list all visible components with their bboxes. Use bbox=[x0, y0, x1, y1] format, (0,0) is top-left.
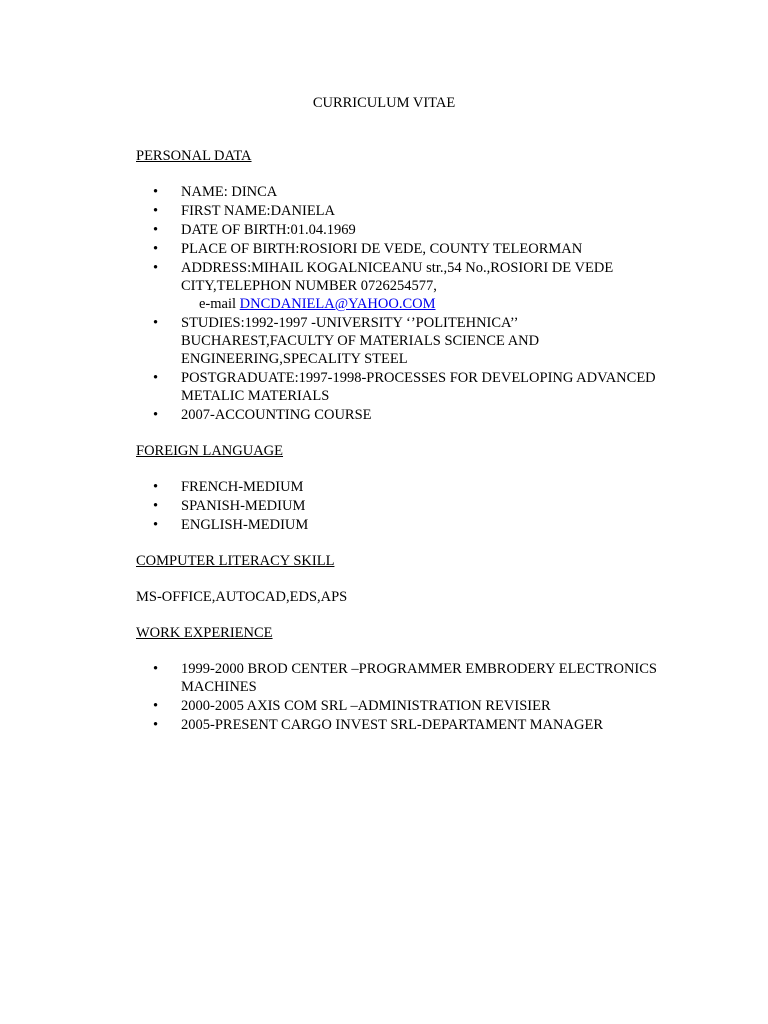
work-item-axis-com: 2000-2005 AXIS COM SRL –ADMINISTRATION REVISIER bbox=[181, 698, 551, 714]
work-experience-list bbox=[0, 660, 661, 735]
bullet-icon: • bbox=[153, 407, 159, 423]
work-item-cargo-invest: 2005-PRESENT CARGO INVEST SRL-DEPARTAMENT MANAGER bbox=[181, 717, 604, 733]
bullet-icon: • bbox=[153, 222, 159, 238]
computer-literacy-heading: COMPUTER LITERACY SKILL bbox=[136, 553, 335, 569]
list-item bbox=[0, 716, 661, 734]
list-item bbox=[0, 221, 661, 239]
list-item bbox=[0, 660, 661, 696]
personal-data-list bbox=[0, 183, 661, 425]
list-item bbox=[0, 240, 661, 258]
bullet-icon: • bbox=[153, 498, 159, 514]
list-item bbox=[0, 202, 661, 220]
document-title: CURRICULUM VITAE bbox=[312, 95, 456, 111]
list-item bbox=[0, 314, 661, 368]
list-item bbox=[0, 697, 661, 715]
work-experience-heading: WORK EXPERIENCE bbox=[136, 625, 273, 641]
bullet-icon: • bbox=[153, 315, 159, 331]
personal-data-heading: PERSONAL DATA bbox=[136, 148, 252, 164]
bullet-icon: • bbox=[153, 661, 159, 677]
personal-item-course: 2007-ACCOUNTING COURSE bbox=[181, 407, 372, 423]
list-item bbox=[0, 406, 661, 424]
email-line bbox=[181, 295, 661, 313]
bullet-icon: • bbox=[153, 479, 159, 495]
language-item-french: FRENCH-MEDIUM bbox=[181, 479, 304, 495]
bullet-icon: • bbox=[153, 370, 159, 386]
language-item-english: ENGLISH-MEDIUM bbox=[181, 517, 309, 533]
personal-item-studies: STUDIES:1992-1997 -UNIVERSITY ‘’POLITEHNICA’’ BUCHAREST,FACULTY OF MATERIALS SCIENCE AND ENGINEERING,SPECALITY STEEL bbox=[181, 315, 540, 367]
list-item bbox=[0, 183, 661, 201]
email-label: e-mail bbox=[199, 296, 237, 312]
personal-item-postgraduate: POSTGRADUATE:1997-1998-PROCESSES FOR DEVELOPING ADVANCED METALIC MATERIALS bbox=[181, 370, 656, 404]
foreign-language-list bbox=[0, 478, 661, 535]
list-item bbox=[0, 516, 661, 534]
personal-item-first-name: FIRST NAME:DANIELA bbox=[181, 203, 335, 219]
work-item-brod-center: 1999-2000 BROD CENTER –PROGRAMMER EMBRODERY ELECTRONICS MACHINES bbox=[181, 661, 657, 695]
bullet-icon: • bbox=[153, 698, 159, 714]
bullet-icon: • bbox=[153, 517, 159, 533]
list-item bbox=[0, 369, 661, 405]
list-item bbox=[0, 478, 661, 496]
language-item-spanish: SPANISH-MEDIUM bbox=[181, 498, 306, 514]
list-item bbox=[0, 497, 661, 515]
bullet-icon: • bbox=[153, 717, 159, 733]
foreign-language-heading: FOREIGN LANGUAGE bbox=[136, 443, 284, 459]
email-link[interactable]: DNCDANIELA@YAHOO.COM bbox=[239, 296, 436, 312]
computer-literacy-text: MS-OFFICE,AUTOCAD,EDS,APS bbox=[136, 589, 348, 605]
list-item bbox=[0, 259, 661, 313]
bullet-icon: • bbox=[153, 260, 159, 276]
personal-item-date-of-birth: DATE OF BIRTH:01.04.1969 bbox=[181, 222, 356, 238]
personal-item-address: ADDRESS:MIHAIL KOGALNICEANU str.,54 No.,ROSIORI DE VEDE CITY,TELEPHON NUMBER 0726254577, bbox=[181, 260, 614, 294]
bullet-icon: • bbox=[153, 184, 159, 200]
bullet-icon: • bbox=[153, 203, 159, 219]
bullet-icon: • bbox=[153, 241, 159, 257]
personal-item-place-of-birth: PLACE OF BIRTH:ROSIORI DE VEDE, COUNTY TELEORMAN bbox=[181, 241, 583, 257]
personal-item-name: NAME: DINCA bbox=[181, 184, 278, 200]
